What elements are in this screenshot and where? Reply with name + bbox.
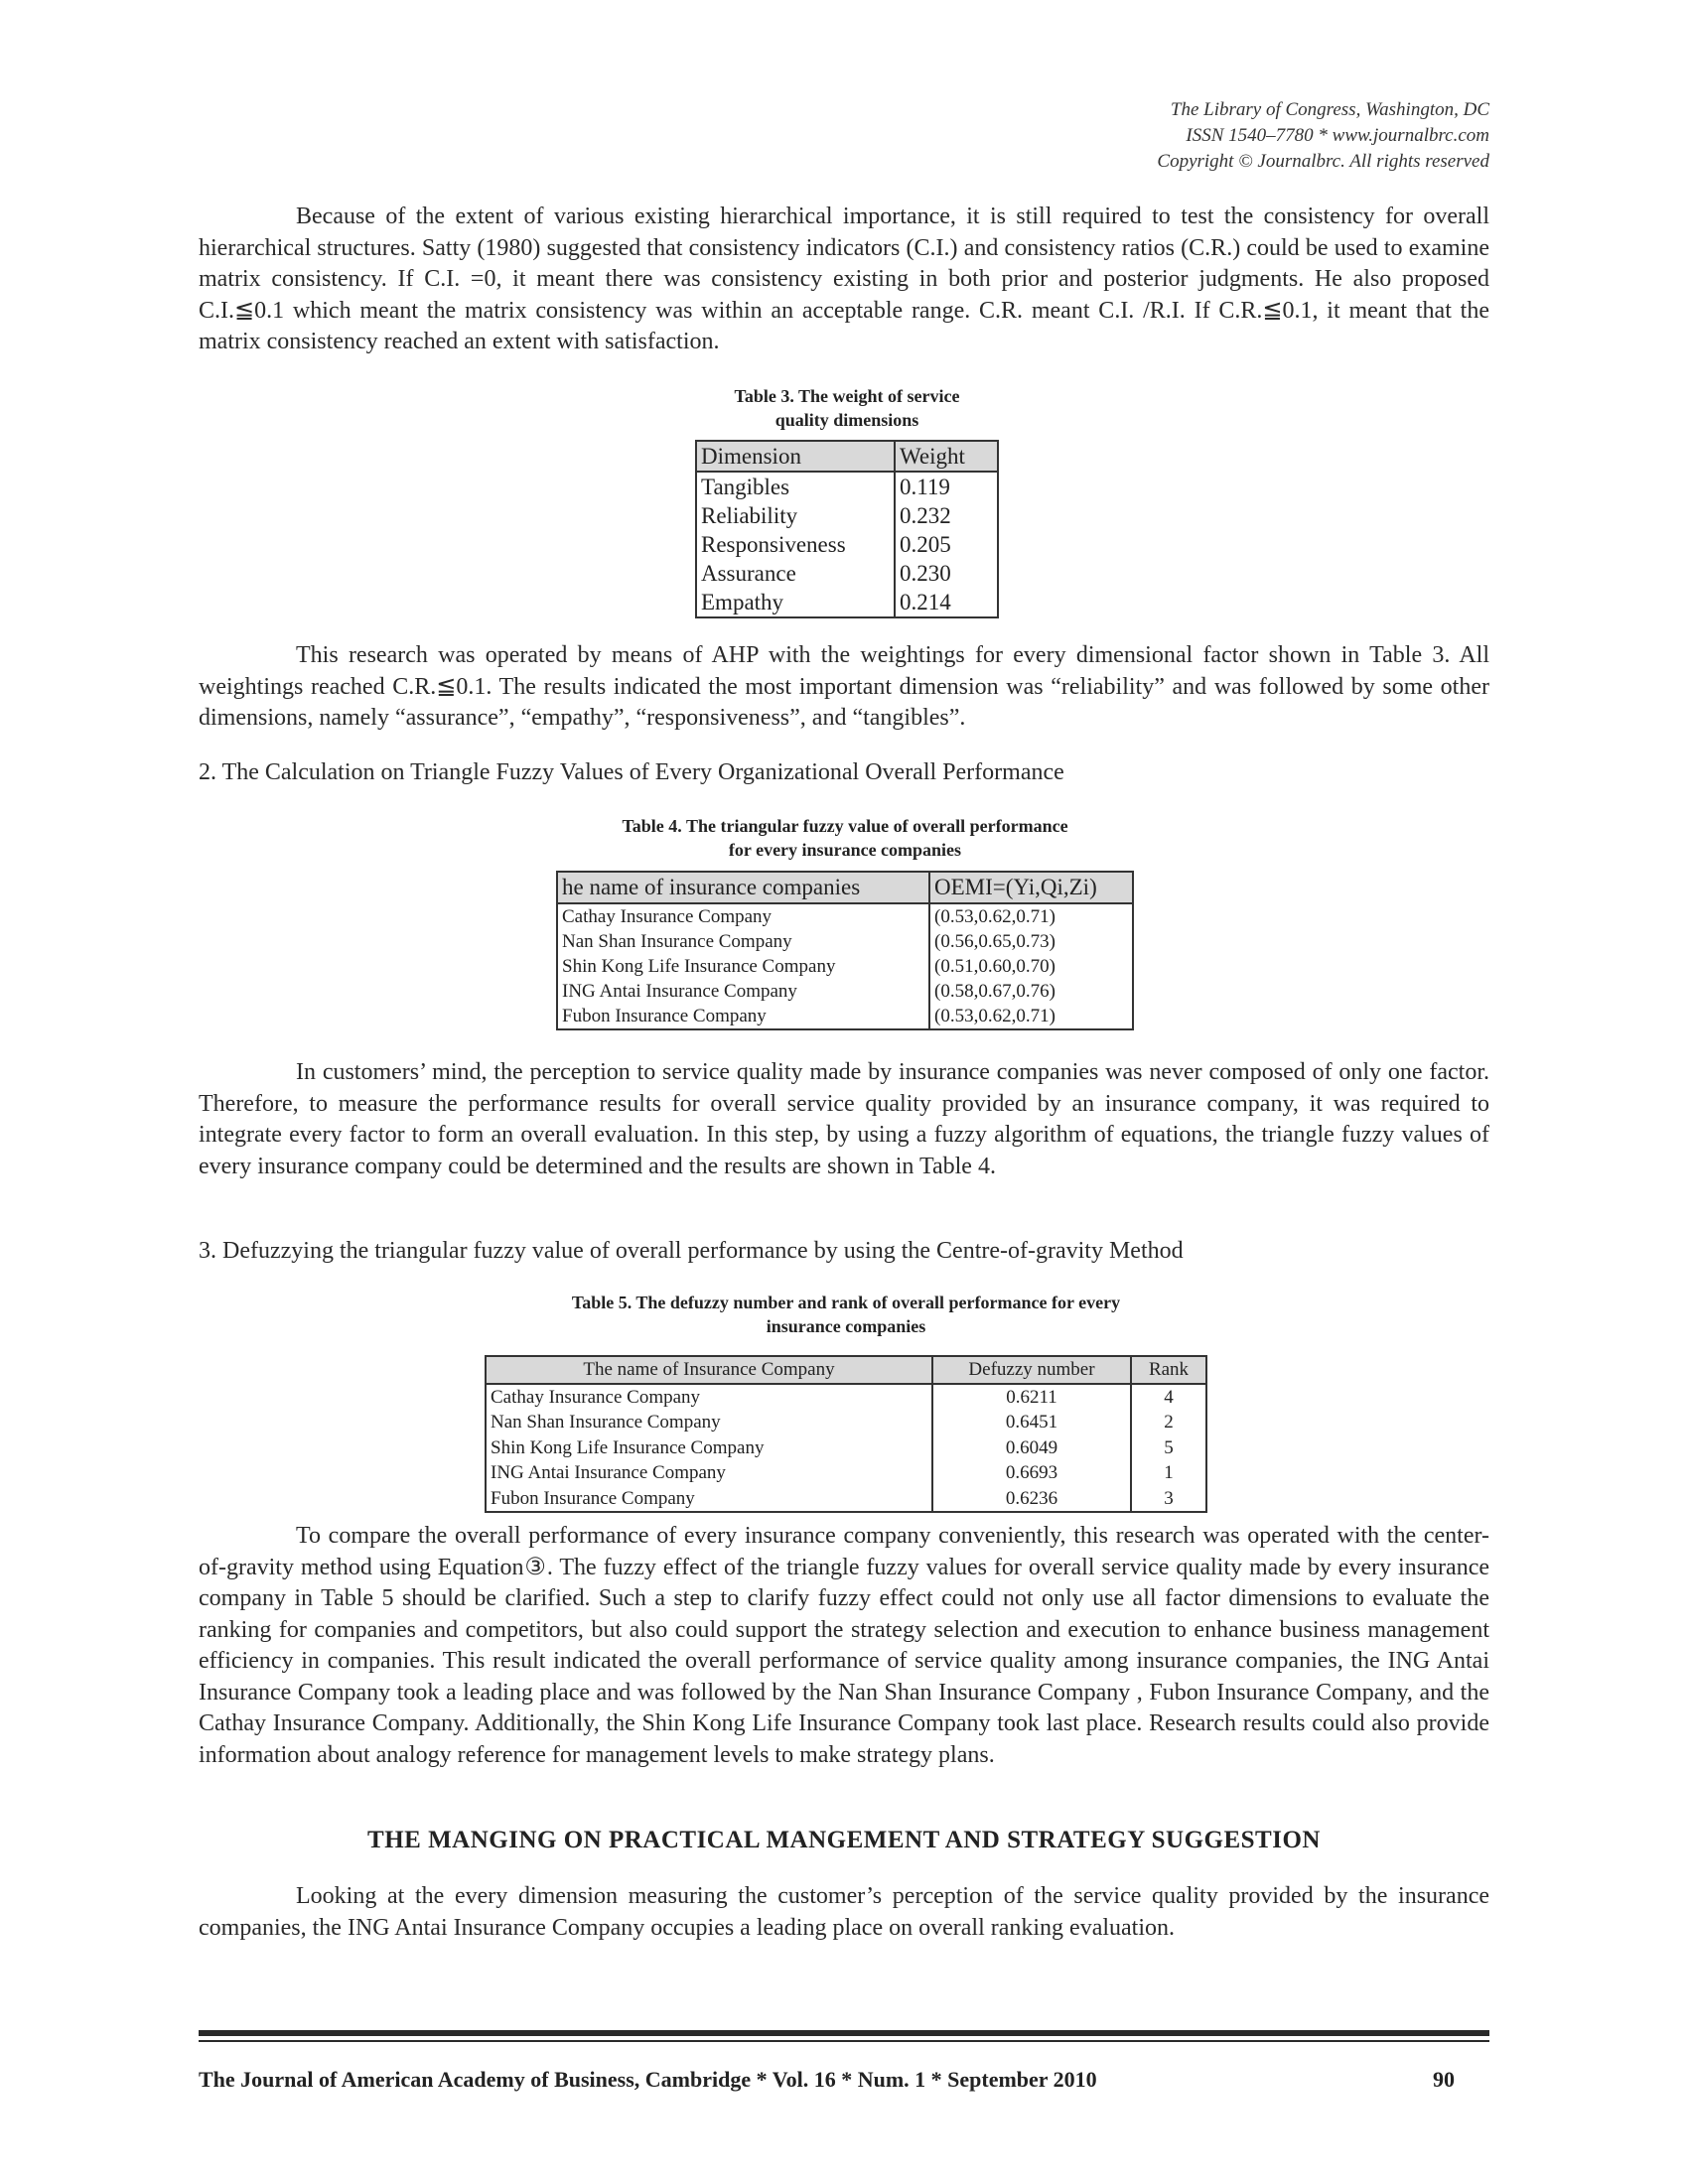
subsection-heading-2: 2. The Calculation on Triangle Fuzzy Values of Every Organizational Overall Performance xyxy=(199,759,1064,785)
table-row xyxy=(486,1410,1206,1435)
table-row xyxy=(557,929,1133,954)
table-cell-value: (0.51,0.60,0.70) xyxy=(929,954,1133,979)
subsection-heading-3: 3. Defuzzying the triangular fuzzy value of overall performance by using the Centre-of-gravity Method xyxy=(199,1238,1184,1264)
table-cell-dimension: Empathy xyxy=(701,590,784,614)
table-cell-value: (0.53,0.62,0.71) xyxy=(929,903,1133,929)
table-cell-weight: 0.230 xyxy=(895,559,998,588)
table-row xyxy=(486,1486,1206,1513)
table-cell-dimension: Reliability xyxy=(701,503,798,528)
table-row xyxy=(557,1004,1133,1029)
table-cell-rank: 4 xyxy=(1131,1384,1206,1411)
table-cell-defuzzy: 0.6236 xyxy=(932,1486,1131,1513)
table4-caption: Table 4. The triangular fuzzy value of overall performance for every insurance companies xyxy=(622,816,1068,860)
table-cell-name: Shin Kong Life Insurance Company xyxy=(562,956,836,977)
table-row xyxy=(696,559,998,588)
column-header-weight: Weight xyxy=(895,441,998,472)
table-cell-name: Cathay Insurance Company xyxy=(491,1386,701,1408)
page-number: 90 xyxy=(1433,2067,1455,2092)
table-row xyxy=(557,979,1133,1004)
table-cell-rank: 5 xyxy=(1131,1435,1206,1461)
table-row xyxy=(557,903,1133,929)
paragraph-customers-mind: In customers’ mind, the perception to service quality made by insurance companies was never composed of only one factor. Therefore, to measure the performance results for overall service quality provided by an insurance company, it was required to integrate every factor to form an overall evaluation. In this step, by using a fuzzy algorithm of equations, the triangle fuzzy values of every insurance company could be determined and the results are shown in Table 4. xyxy=(199,1059,1489,1179)
table5-caption: Table 5. The defuzzy number and rank of overall performance for every insurance companies xyxy=(571,1293,1121,1336)
table-cell-name: Fubon Insurance Company xyxy=(562,1006,767,1026)
table-cell-dimension: Tangibles xyxy=(701,475,790,499)
table-cell-value: (0.58,0.67,0.76) xyxy=(929,979,1133,1004)
table-cell-name: Nan Shan Insurance Company xyxy=(562,931,792,952)
table-row xyxy=(557,954,1133,979)
table-cell-rank: 3 xyxy=(1131,1486,1206,1513)
table-row xyxy=(486,1435,1206,1461)
table-cell-name: Shin Kong Life Insurance Company xyxy=(491,1436,765,1458)
table-cell-defuzzy: 0.6693 xyxy=(932,1460,1131,1486)
table-cell-dimension: Assurance xyxy=(701,561,796,586)
table-cell-weight: 0.214 xyxy=(895,588,998,617)
journal-footer: The Journal of American Academy of Business, Cambridge * Vol. 16 * Num. 1 * September 2010 xyxy=(199,2067,1097,2092)
column-header-rank: Rank xyxy=(1131,1356,1206,1384)
table-cell-weight: 0.232 xyxy=(895,501,998,530)
table-row xyxy=(486,1384,1206,1411)
table-cell-defuzzy: 0.6211 xyxy=(932,1384,1131,1411)
column-header-company: The name of Insurance Company xyxy=(486,1356,932,1384)
header-line-3: Copyright © Journalbrc. All rights reserved xyxy=(1157,151,1489,172)
table-cell-name: Fubon Insurance Company xyxy=(491,1487,695,1509)
table-cell-name: ING Antai Insurance Company xyxy=(491,1462,726,1483)
column-header-oemi: OEMI=(Yi,Qi,Zi) xyxy=(929,872,1133,903)
header-line-2: ISSN 1540–7780 * www.journalbrc.com xyxy=(1186,125,1489,146)
table-cell-name: ING Antai Insurance Company xyxy=(562,981,797,1002)
paragraph-consistency: Because of the extent of various existing hierarchical importance, it is still required to test the consistency for overall hierarchical structures. Satty (1980) suggested that consistency indicators (C.I.) and consistency ratios (C.R.) could be used to examine matrix consistency. If C.I. =0, it meant there was consistency existing in both prior and posterior judgments. He also proposed C.I.≦0.1 which meant the matrix consistency was within an acceptable range. C.R. meant C.I. /R.I. If C.R.≦0.1, it meant that the matrix consistency reached an extent with satisfaction. xyxy=(199,204,1489,354)
table-row xyxy=(696,472,998,501)
column-header-dimension: Dimension xyxy=(696,441,895,472)
header-line-1: The Library of Congress, Washington, DC xyxy=(1170,99,1489,120)
table-cell-defuzzy: 0.6451 xyxy=(932,1410,1131,1435)
table-row xyxy=(696,530,998,559)
table-cell-dimension: Responsiveness xyxy=(701,532,846,557)
table3-caption: Table 3. The weight of service quality dimensions xyxy=(734,386,960,430)
fuzzy-value-table xyxy=(556,871,1134,1030)
paragraph-dimension-ranking: Looking at the every dimension measuring the customer’s perception of the service quality provided by the insurance companies, the ING Antai Insurance Company occupies a leading place on overall ranking evaluation. xyxy=(199,1883,1489,1941)
defuzzy-rank-table xyxy=(485,1355,1207,1513)
table-cell-name: Cathay Insurance Company xyxy=(562,906,773,927)
table-row xyxy=(696,501,998,530)
table-cell-value: (0.56,0.65,0.73) xyxy=(929,929,1133,954)
table-row xyxy=(696,588,998,617)
paragraph-ahp: This research was operated by means of AHP with the weightings for every dimensional factor shown in Table 3. All weightings reached C.R.≦0.1. The results indicated the most important dimension was “reliability” and was followed by some other dimensions, namely “assurance”, “empathy”, “responsiveness”, and “tangibles”. xyxy=(199,642,1489,731)
column-header-defuzzy: Defuzzy number xyxy=(932,1356,1131,1384)
table-cell-defuzzy: 0.6049 xyxy=(932,1435,1131,1461)
table-cell-weight: 0.119 xyxy=(895,472,998,501)
section-title: THE MANGING ON PRACTICAL MANGEMENT AND STRATEGY SUGGESTION xyxy=(367,1827,1321,1853)
paragraph-center-of-gravity: To compare the overall performance of every insurance company conveniently, this research was operated with the center-of-gravity method using Equation③. The fuzzy effect of the triangle fuzzy values for overall service quality made by every insurance company in Table 5 should be clarified. Such a step to clarify fuzzy effect could not only use all factor dimensions to evaluate the ranking for companies and competitors, but also could support the strategy selection and execution to enhance business management efficiency in companies. This result indicated the overall performance of service quality among insurance companies, the ING Antai Insurance Company took a leading place and was followed by the Nan Shan Insurance Company , Fubon Insurance Company, and the Cathay Insurance Company. Additionally, the Shin Kong Life Insurance Company took last place. Research results could also provide information about analogy reference for management levels to make strategy plans. xyxy=(199,1523,1489,1768)
table-cell-name: Nan Shan Insurance Company xyxy=(491,1412,721,1433)
table-cell-rank: 2 xyxy=(1131,1410,1206,1435)
column-header-company: he name of insurance companies xyxy=(557,872,929,903)
weight-table xyxy=(695,440,999,618)
footer-rule-thick xyxy=(199,2030,1489,2036)
table-cell-weight: 0.205 xyxy=(895,530,998,559)
table-cell-rank: 1 xyxy=(1131,1460,1206,1486)
table-row xyxy=(486,1460,1206,1486)
table-cell-value: (0.53,0.62,0.71) xyxy=(929,1004,1133,1029)
running-header xyxy=(1157,97,1489,175)
footer-rule-thin xyxy=(199,2040,1489,2042)
